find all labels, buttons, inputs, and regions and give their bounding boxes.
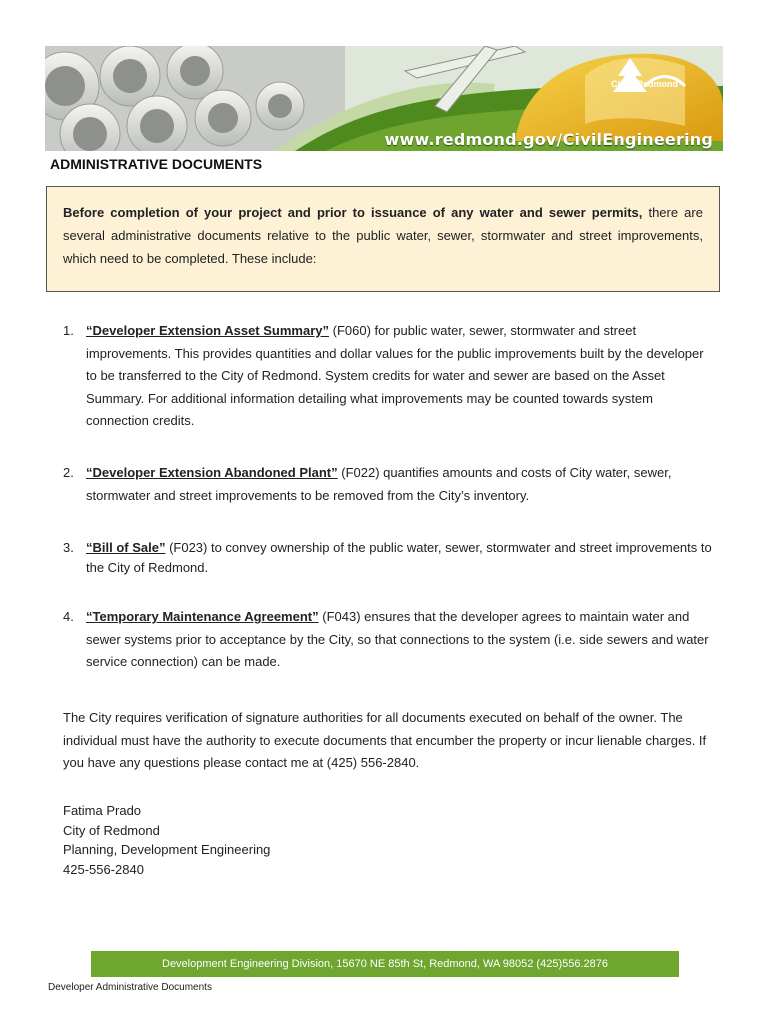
item-text: (F022) quantifies amounts and costs of City water, sewer, stormwater and street improvements to be removed from the City’s inventory. bbox=[86, 465, 672, 503]
signature-name: Fatima Prado bbox=[63, 803, 142, 818]
item-title: “Temporary Maintenance Agreement” bbox=[86, 609, 319, 624]
intro-text: there are several administrative documents relative to the public water, sewer, stormwater and street improvements, which need to be completed. These include: bbox=[63, 205, 703, 266]
item-text: (F023) to convey ownership of the public water, sewer, stormwater and street improvements to the City of Redmond. bbox=[86, 540, 712, 575]
list-item-maintenance-agreement bbox=[63, 606, 713, 674]
section-title: ADMINISTRATIVE DOCUMENTS bbox=[50, 156, 263, 172]
item-title: “Bill of Sale” bbox=[86, 540, 166, 555]
signature-block bbox=[63, 801, 270, 879]
header-banner bbox=[45, 46, 723, 151]
item-text: (F043) ensures that the developer agrees to maintain water and sewer systems prior to acceptance by the City, so that connections to the system (i.e. side sewers and water service connection) can be made. bbox=[86, 609, 709, 669]
banner-url[interactable]: www.redmond.gov/CivilEngineering bbox=[384, 130, 713, 149]
list-item-asset-summary bbox=[63, 320, 713, 433]
intro-box bbox=[46, 186, 720, 292]
item-number: 1. bbox=[63, 323, 74, 338]
item-number: 2. bbox=[63, 465, 74, 480]
city-logo-text: CityofRedmond bbox=[611, 79, 678, 89]
item-number: 3. bbox=[63, 540, 74, 555]
signature-org: City of Redmond bbox=[63, 822, 160, 838]
item-title: “Developer Extension Abandoned Plant” bbox=[86, 465, 338, 480]
list-item-abandoned-plant bbox=[63, 462, 713, 507]
signature-dept: Planning, Development Engineering bbox=[63, 842, 271, 857]
closing-paragraph: The City requires verification of signature authorities for all documents executed on behalf of the owner. The individual must have the authority to execute documents that encumber the property or incur lienable charges. If you have any questions please contact me at (425) 556-2840. bbox=[63, 710, 707, 770]
list-item-bill-of-sale bbox=[63, 538, 713, 577]
footer-note: Developer Administrative Documents bbox=[48, 982, 212, 993]
signature-phone: 425-556-2840 bbox=[63, 861, 144, 877]
item-title: “Developer Extension Asset Summary” bbox=[86, 323, 329, 338]
item-text: (F060) for public water, sewer, stormwater and street improvements. This provides quantities and dollar values for the public improvements built by the developer to be transferred to the City of Redmond. System credits for water and sewer are based on the Asset Summary. For additional information detailing what improvements may be counted towards system connection credits. bbox=[86, 323, 704, 428]
item-number: 4. bbox=[63, 609, 74, 624]
footer-address-bar: Development Engineering Division, 15670 NE 85th St, Redmond, WA 98052 (425)556.2876 bbox=[91, 951, 679, 977]
intro-bold: Before completion of your project and prior to issuance of any water and sewer permits, bbox=[63, 205, 643, 220]
